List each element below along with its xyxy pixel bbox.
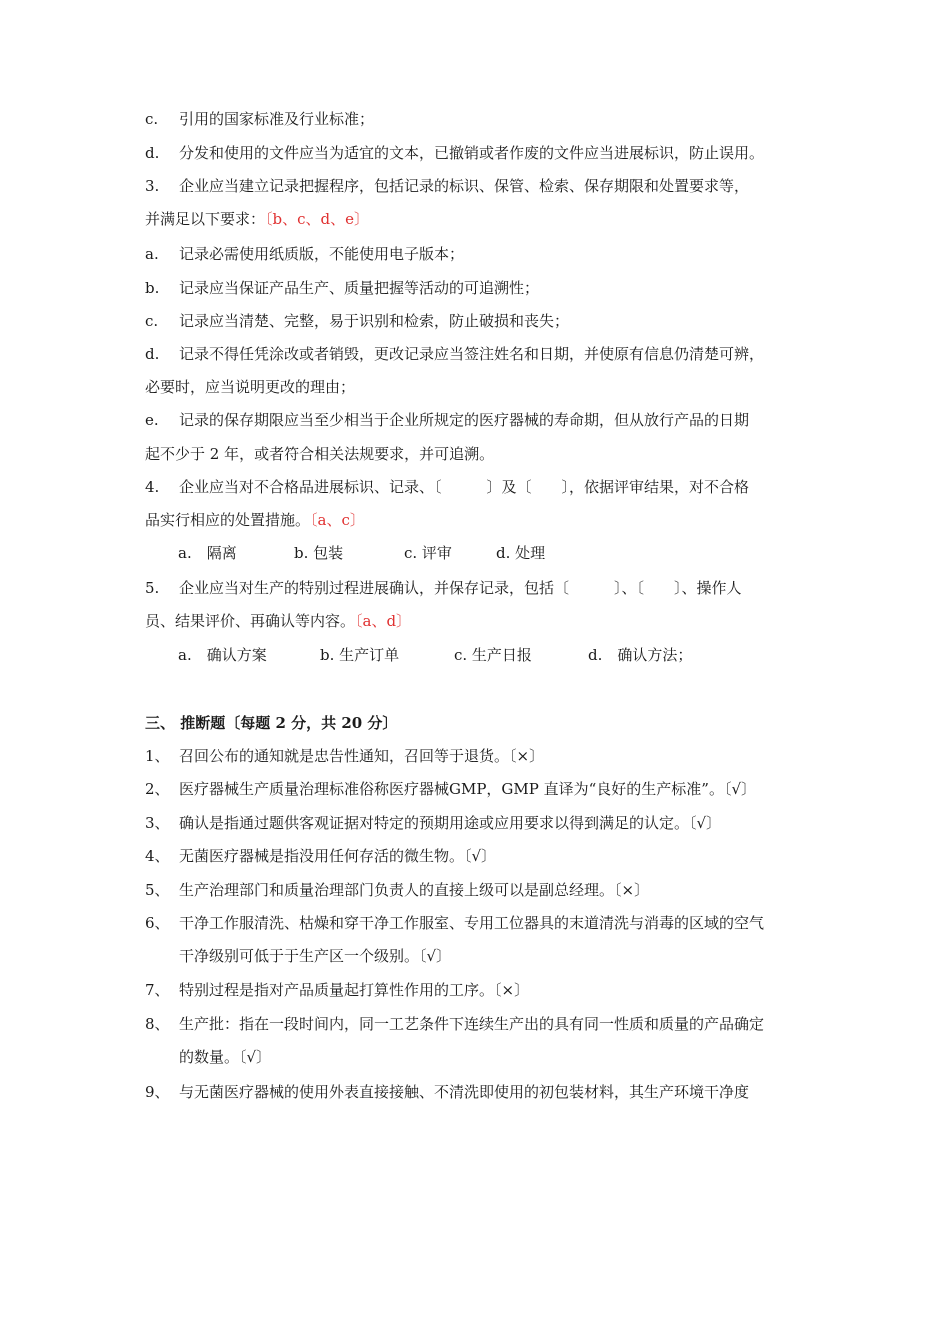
option-label: e. [145,411,159,429]
option-label: d. [145,345,160,363]
q5-options [178,645,692,665]
item-number: 4、 [145,847,170,865]
judgement-6-cont [179,946,451,966]
q4-options [178,543,545,563]
option-text: 记录不得任凭涂改或者销毁，更改记录应当签注姓名和日期，并使原有信息仍清楚可辨， [179,345,765,363]
option-label: d. [145,144,160,162]
item-number: 7、 [145,981,170,999]
item-text: 生产治理部门和质量治理部门负责人的直接上级可以是副总经理。〔×〕 [179,881,650,899]
judgement-2 [145,779,756,799]
option-d: d. 确认方法； [588,646,693,664]
item-text: 召回公布的通知就是忠告性通知，召回等于退货。〔×〕 [179,747,545,765]
q3-option-d-cont [145,377,355,397]
judgement-5 [145,880,649,900]
option-label: c. [145,110,159,128]
option-label: a. [145,245,159,263]
question-text: 企业应当对不合格品进展标识、记录、〔 〕及〔 〕，依据评审结果，对不合格 [179,478,750,496]
question-text: 品实行相应的处置措施。 [145,511,311,529]
question-3 [145,176,749,196]
option-a: a. 确认方案 [178,646,267,664]
question-number: 4. [145,478,160,496]
question-number: 3. [145,177,160,195]
judgement-8 [145,1014,764,1034]
item-text: 医疗器械生产质量治理标准俗称医疗器械GMP，GMP 直译为“良好的生产标准”。〔√〕 [179,780,757,798]
answer-text: 〔a、d〕 [355,612,412,630]
item-number: 2、 [145,780,170,798]
question-text: 并满足以下要求： [145,210,266,228]
question-4-cont [145,510,365,530]
question-3-cont [145,209,369,229]
item-text: 的数量。〔√〕 [179,1048,272,1066]
judgement-3 [145,813,721,833]
q3-option-e-cont [145,444,494,464]
q3-option-a [145,244,464,264]
option-b: b. 包装 [294,544,344,562]
question-number: 5. [145,579,160,597]
question-5-cont [145,611,411,631]
item-text: 确认是指通过题供客观证据对特定的预期用途或应用要求以得到满足的认定。〔√〕 [179,814,722,832]
option-text: 记录的保存期限应当至少相当于企业所规定的医疗器械的寿命期，但从放行产品的日期 [179,411,750,429]
option-text: 引用的国家标准及行业标准； [179,110,375,128]
question-text: 企业应当建立记录把握程序，包括记录的标识、保管、检索、保存期限和处置要求等， [179,177,750,195]
option-c: c. 评审 [404,544,452,562]
question-text: 员、结果评价、再确认等内容。 [145,612,356,630]
judgement-9 [145,1082,749,1102]
judgement-8-cont [179,1047,271,1067]
judgement-4 [145,846,496,866]
item-text: 干净工作服清洗、枯燥和穿干净工作服室、专用工位器具的末道清洗与消毒的区域的空气 [179,914,765,932]
item-text: 特别过程是指对产品质量起打算性作用的工序。〔×〕 [179,981,530,999]
question-4 [145,477,749,497]
item-text: 无菌医疗器械是指没用任何存活的微生物。〔√〕 [179,847,497,865]
item-number: 1、 [145,747,170,765]
judgement-1 [145,746,544,766]
q3-option-b [145,278,539,298]
option-c-standards [145,109,374,129]
option-text: 记录应当清楚、完整，易于识别和检索，防止破损和丧失； [179,312,570,330]
q3-option-d [145,344,764,364]
item-number: 3、 [145,814,170,832]
section-3-title: 三、 推断题〔每题 2 分，共 20 分〕 [145,714,398,732]
item-text: 生产批：指在一段时间内，同一工艺条件下连续生产出的具有同一性质和质量的产品确定 [179,1015,765,1033]
option-text: 分发和使用的文件应当为适宜的文本，已撤销或者作废的文件应当进展标识，防止误用。 [179,144,765,162]
answer-text: 〔b、c、d、e〕 [265,210,369,228]
option-text: 记录应当保证产品生产、质量把握等活动的可追溯性； [179,279,540,297]
item-number: 8、 [145,1015,170,1033]
answer-text: 〔a、c〕 [310,511,365,529]
option-a: a. 隔离 [178,544,237,562]
item-number: 5、 [145,881,170,899]
q3-option-e [145,410,749,430]
item-number: 9、 [145,1083,170,1101]
item-number: 6、 [145,914,170,932]
judgement-7 [145,980,529,1000]
option-label: c. [145,312,159,330]
question-5 [145,578,742,598]
q3-option-c [145,311,569,331]
option-text: 记录必需使用纸质版，不能使用电子版本； [179,245,465,263]
judgement-6 [145,913,764,933]
option-text: 起不少于 2 年，或者符合相关法规要求，并可追溯。 [145,445,495,463]
option-text: 必要时，应当说明更改的理由； [145,378,356,396]
option-d-documents [145,143,764,163]
question-text: 企业应当对生产的特别过程进展确认，并保存记录，包括〔 〕、〔 〕、操作人 [179,579,742,597]
option-b: b. 生产订单 [320,646,400,664]
option-c: c. 生产日报 [454,646,532,664]
item-text: 与无菌医疗器械的使用外表直接接触、不清洗即使用的初包装材料，其生产环境干净度 [179,1083,750,1101]
item-text: 干净级别可低于于生产区一个级别。〔√〕 [179,947,452,965]
option-label: b. [145,279,160,297]
option-d: d. 处理 [496,544,546,562]
